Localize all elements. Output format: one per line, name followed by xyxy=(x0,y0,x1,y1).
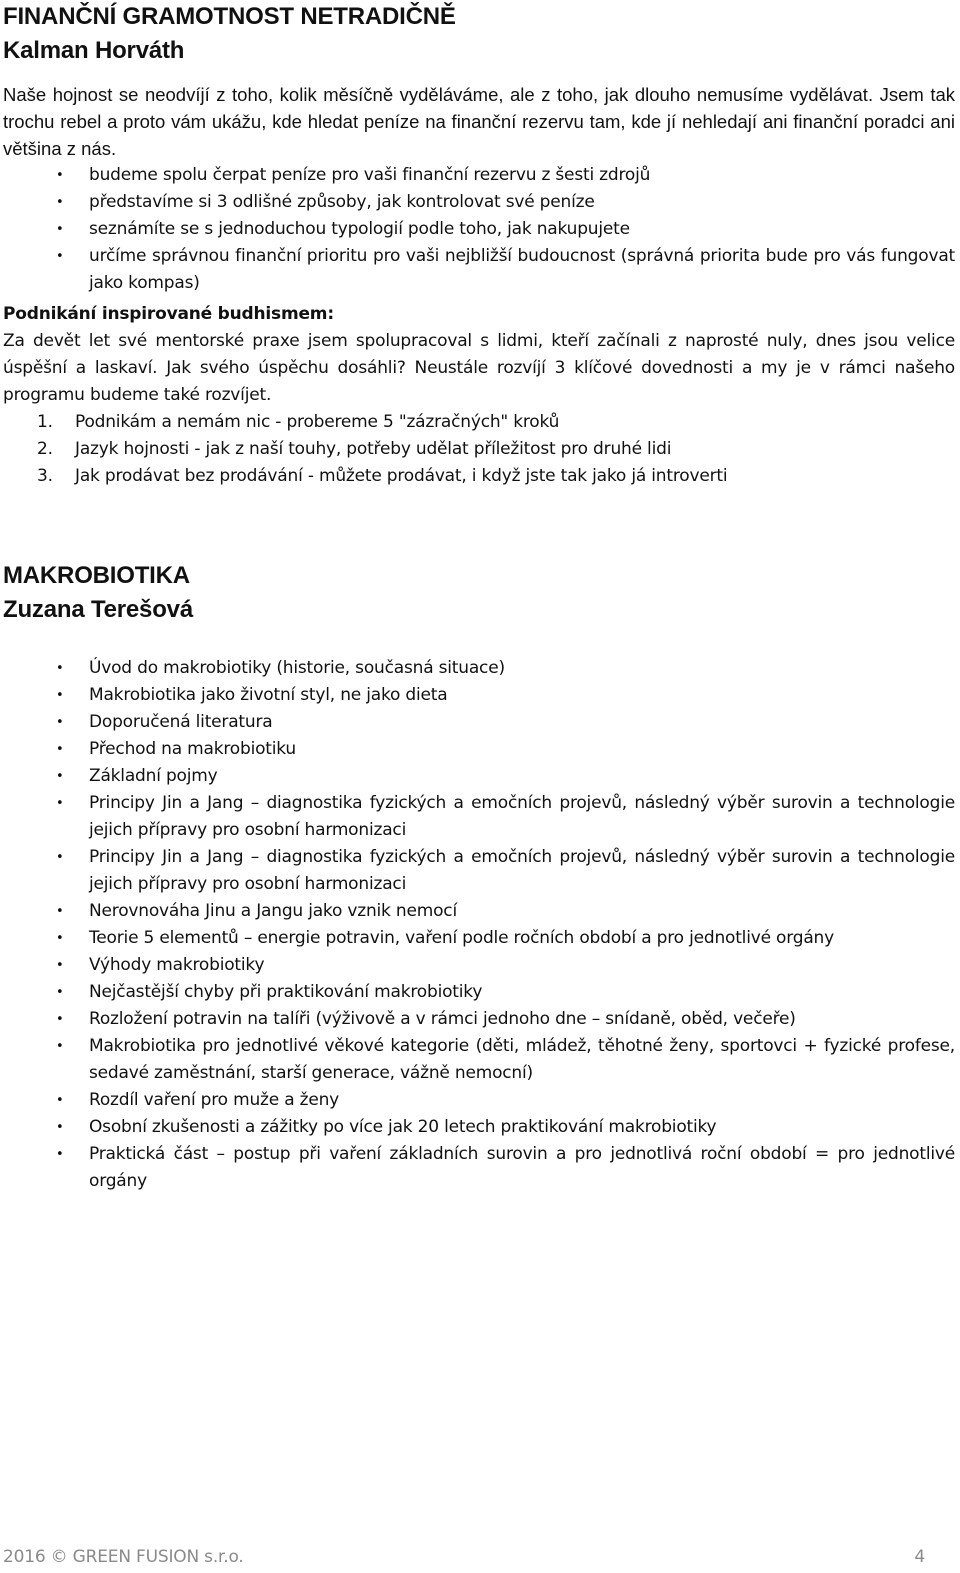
list-item xyxy=(3,898,955,925)
list-item xyxy=(3,243,955,297)
list-item xyxy=(3,709,955,736)
list-item-text: Úvod do makrobiotiky (historie, současná situace) xyxy=(89,658,505,678)
bullet-icon: • xyxy=(56,904,64,919)
list-item xyxy=(3,655,955,682)
list-item-text: určíme správnou finanční prioritu pro vaši nejbližší budoucnost (správná priorita bude pro vás fungovat jako kompas) xyxy=(89,246,955,293)
item-number: 1. xyxy=(37,412,53,432)
list-item-text: Základní pojmy xyxy=(89,766,218,786)
list-item-text: Výhody makrobiotiky xyxy=(89,955,265,975)
list-item xyxy=(3,952,955,979)
list-item-text: představíme si 3 odlišné způsoby, jak kontrolovat své peníze xyxy=(89,192,595,212)
bullet-icon: • xyxy=(56,688,64,703)
list-item xyxy=(3,682,955,709)
section-author: Zuzana Terešová xyxy=(3,596,193,623)
body-paragraph: Za devět let své mentorské praxe jsem spolupracoval s lidmi, kteří začínali z naprosté nuly, dnes jsou velice úspěšní a laskaví. Jak svého úspěchu dosáhli? Neustále rozvíjí 3 klíčové dovednosti a my je v rámci našeho programu budeme také rozvíjet. xyxy=(3,331,955,405)
bullet-icon: • xyxy=(56,1093,64,1108)
list-item-text: Rozdíl vaření pro muže a ženy xyxy=(89,1090,340,1110)
bullet-icon: • xyxy=(56,1039,64,1054)
section-makrobiotika xyxy=(3,559,955,1195)
page-number: 4 xyxy=(914,1547,925,1567)
bullet-icon: • xyxy=(56,195,64,210)
list-item-text: Doporučená literatura xyxy=(89,712,273,732)
numbered-item xyxy=(3,409,955,436)
section-financni-gramotnost xyxy=(3,0,955,490)
section-author: Kalman Horváth xyxy=(3,37,185,64)
list-item-text: Rozložení potravin na talíři (výživově a v rámci jednoho dne – snídaně, oběd, večeře) xyxy=(89,1009,796,1029)
list-item-text: Osobní zkušenosti a zážitky po více jak 20 letech praktikování makrobiotiky xyxy=(89,1117,717,1137)
list-item-text: Principy Jin a Jang – diagnostika fyzických a emočních projevů, následný výběr surovin a technologie jejich přípravy pro osobní harmonizaci xyxy=(89,793,955,840)
list-item-text: Nejčastější chyby při praktikování makrobiotiky xyxy=(89,982,483,1002)
list-item xyxy=(3,844,955,898)
page-footer xyxy=(3,1545,925,1569)
bullet-icon: • xyxy=(56,1147,64,1162)
list-item-text: Teorie 5 elementů – energie potravin, vaření podle ročních období a pro jednotlivé orgány xyxy=(89,928,834,948)
list-item-text: Makrobiotika jako životní styl, ne jako dieta xyxy=(89,685,448,705)
subheading: Podnikání inspirované budhismem: xyxy=(3,304,334,324)
bullet-icon: • xyxy=(56,222,64,237)
list-item-text: Nerovnováha Jinu a Jangu jako vznik nemocí xyxy=(89,901,457,921)
bullet-icon: • xyxy=(56,249,64,264)
list-item xyxy=(3,763,955,790)
section-title: MAKROBIOTIKA xyxy=(3,562,190,589)
bullet-icon: • xyxy=(56,715,64,730)
list-item xyxy=(3,162,955,189)
list-item xyxy=(3,1114,955,1141)
footer-copyright: 2016 © GREEN FUSION s.r.o. xyxy=(3,1547,244,1567)
item-number: 2. xyxy=(37,439,53,459)
bullet-icon: • xyxy=(56,931,64,946)
list-item xyxy=(3,1006,955,1033)
list-item xyxy=(3,925,955,952)
list-item xyxy=(3,979,955,1006)
list-item xyxy=(3,1087,955,1114)
list-item xyxy=(3,1033,955,1087)
bullet-list xyxy=(3,162,955,297)
list-item xyxy=(3,216,955,243)
bullet-icon: • xyxy=(56,168,64,183)
bullet-icon: • xyxy=(56,1012,64,1027)
bullet-icon: • xyxy=(56,742,64,757)
numbered-item xyxy=(3,436,955,463)
bullet-icon: • xyxy=(56,796,64,811)
numbered-item xyxy=(3,463,955,490)
item-text: Jazyk hojnosti - jak z naší touhy, potřeby udělat příležitost pro druhé lidi xyxy=(75,439,672,459)
bullet-icon: • xyxy=(56,958,64,973)
item-text: Podnikám a nemám nic - probereme 5 "zázračných" kroků xyxy=(75,412,560,432)
bullet-list xyxy=(3,655,955,1195)
bullet-icon: • xyxy=(56,850,64,865)
bullet-icon: • xyxy=(56,1120,64,1135)
list-item-text: Praktická část – postup při vaření základních surovin a pro jednotlivá roční období = pro jednotlivé orgány xyxy=(89,1144,955,1191)
list-item-text: seznámíte se s jednoduchou typologií podle toho, jak nakupujete xyxy=(89,219,630,239)
list-item-text: Přechod na makrobiotiku xyxy=(89,739,296,759)
item-number: 3. xyxy=(37,466,53,486)
list-item-text: Makrobiotika pro jednotlivé věkové kategorie (děti, mládež, těhotné ženy, sportovci + fyzické profese, sedavé zaměstnání, starší generace, vážně nemocní) xyxy=(89,1036,955,1083)
intro-paragraph: Naše hojnost se neodvíjí z toho, kolik měsíčně vyděláváme, ale z toho, jak dlouho nemusíme vydělávat. Jsem tak trochu rebel a proto vám ukážu, kde hledat peníze na finanční rezervu tam, kde jí nehledají ani finanční poradci ani většina z nás. xyxy=(3,84,955,159)
section-title: FINANČNÍ GRAMOTNOST NETRADIČNĚ xyxy=(3,3,456,30)
list-item-text: Principy Jin a Jang – diagnostika fyzických a emočních projevů, následný výběr surovin a technologie jejich přípravy pro osobní harmonizaci xyxy=(89,847,955,894)
list-item xyxy=(3,1141,955,1195)
bullet-icon: • xyxy=(56,985,64,1000)
list-item xyxy=(3,736,955,763)
list-item xyxy=(3,189,955,216)
item-text: Jak prodávat bez prodávání - můžete prodávat, i když jste tak jako já introverti xyxy=(75,466,728,486)
bullet-icon: • xyxy=(56,661,64,676)
numbered-list xyxy=(3,409,955,490)
list-item xyxy=(3,790,955,844)
bullet-icon: • xyxy=(56,769,64,784)
list-item-text: budeme spolu čerpat peníze pro vaši finanční rezervu z šesti zdrojů xyxy=(89,165,651,185)
